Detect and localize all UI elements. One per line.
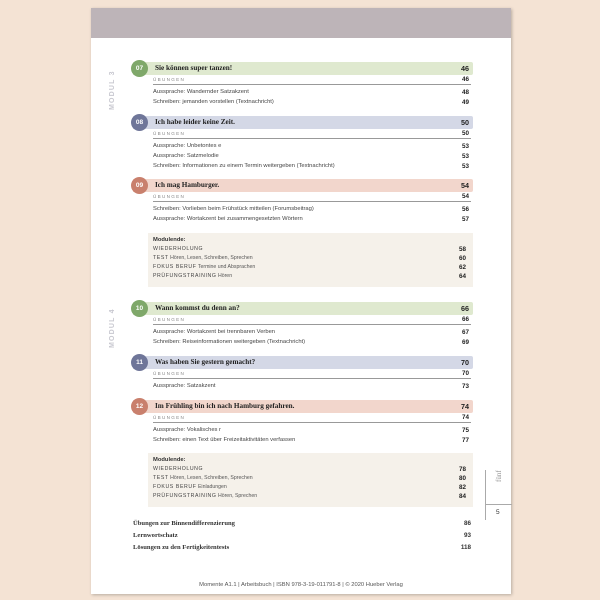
module-end-page: 60 <box>458 255 466 262</box>
module-end-page: 84 <box>458 493 466 500</box>
toc-row-page: 75 <box>461 427 469 434</box>
toc-row[interactable] <box>153 215 471 225</box>
toc-row-label: Aussprache: Wortakzent bei trennbaren Verben <box>153 329 276 335</box>
toc-row-page: 67 <box>461 329 469 336</box>
exercises-row[interactable] <box>153 369 471 379</box>
unit-title: Ich habe leider keine Zeit. <box>155 118 235 126</box>
toc-row[interactable] <box>153 436 471 446</box>
toc-row-page: 73 <box>461 383 469 390</box>
appendix-page: 118 <box>460 544 471 551</box>
toc-row-label: Aussprache: Vokalisches r <box>153 427 221 433</box>
exercises-row[interactable] <box>153 75 471 85</box>
footer-credit: Momente A1.1 | Arbeitsbuch | ISBN 978-3-19-011791-8 | © 2020 Hueber Verlag <box>199 582 403 588</box>
module-end-key: PRÜFUNGSTRAINING <box>153 273 217 279</box>
unit-heading[interactable] <box>133 179 473 192</box>
module-end-page: 64 <box>458 273 466 280</box>
exercises-label: ÜBUNGEN <box>153 194 186 199</box>
unit-heading[interactable] <box>133 62 473 75</box>
exercises-page: 50 <box>461 130 469 137</box>
module-end-heading: Modulende: <box>153 457 186 463</box>
module-end-key: FOKUS BERUF <box>153 264 197 270</box>
appendix-row[interactable] <box>133 532 473 544</box>
toc-row-page: 53 <box>461 143 469 150</box>
module-end-key: WIEDERHOLUNG <box>153 466 204 472</box>
unit-title: Sie können super tanzen! <box>155 64 233 72</box>
toc-row[interactable] <box>153 98 471 108</box>
toc-row[interactable] <box>153 338 471 348</box>
module-end-item[interactable] <box>153 493 466 501</box>
module-end-key: TEST <box>153 255 169 261</box>
unit-heading[interactable] <box>133 356 473 369</box>
toc-row[interactable] <box>153 328 471 338</box>
toc-row[interactable] <box>153 382 471 392</box>
toc-row-label: Schreiben: jemanden vorstellen (Textnachricht) <box>153 99 274 105</box>
exercises-page: 54 <box>461 193 469 200</box>
unit-page: 66 <box>461 304 469 313</box>
unit-heading[interactable] <box>133 400 473 413</box>
unit-number-badge: 11 <box>131 354 148 371</box>
appendix-label: Lösungen zu den Fertigkeitentests <box>133 544 230 551</box>
module-end-text: Termine und Absprachen <box>197 264 256 270</box>
exercises-label: ÜBUNGEN <box>153 415 186 420</box>
module-end-box <box>148 233 473 287</box>
exercises-row[interactable] <box>153 129 471 139</box>
page-number: 5 <box>496 509 500 516</box>
exercises-label: ÜBUNGEN <box>153 317 186 322</box>
unit-number-badge: 12 <box>131 398 148 415</box>
module-end-item[interactable] <box>153 484 466 492</box>
unit-number-badge: 07 <box>131 60 148 77</box>
module-end-item[interactable] <box>153 255 466 263</box>
toc-row-label: Aussprache: Wortakzent bei zusammengesetzten Wörtern <box>153 216 303 222</box>
unit-number-badge: 09 <box>131 177 148 194</box>
appendix-row[interactable] <box>133 544 473 556</box>
unit-title: Ich mag Hamburger. <box>155 181 220 189</box>
unit-title: Wann kommst du denn an? <box>155 304 240 312</box>
exercises-page: 66 <box>461 316 469 323</box>
exercises-label: ÜBUNGEN <box>153 77 186 82</box>
exercises-row[interactable] <box>153 315 471 325</box>
appendix-row[interactable] <box>133 520 473 532</box>
toc-row-page: 77 <box>461 437 469 444</box>
exercises-label: ÜBUNGEN <box>153 131 186 136</box>
toc-row-label: Schreiben: Vorlieben beim Frühstück mitteilen (Forumsbeitrag) <box>153 206 314 212</box>
toc-row-label: Aussprache: Satzakzent <box>153 383 216 389</box>
unit-number-badge: 10 <box>131 300 148 317</box>
unit-page: 50 <box>461 118 469 127</box>
exercises-page: 74 <box>461 414 469 421</box>
module-end-text: Hören, Lesen, Schreiben, Sprechen <box>170 255 253 261</box>
unit-page: 70 <box>461 358 469 367</box>
toc-row-page: 53 <box>461 163 469 170</box>
unit-heading[interactable] <box>133 302 473 315</box>
toc-page <box>91 8 511 594</box>
module-end-text: Hören <box>217 273 233 279</box>
unit-page: 46 <box>461 64 469 73</box>
exercises-page: 70 <box>461 370 469 377</box>
toc-row[interactable] <box>153 88 471 98</box>
header-bar <box>91 8 511 38</box>
unit-heading[interactable] <box>133 116 473 129</box>
module-end-key: TEST <box>153 475 169 481</box>
module-end-page: 80 <box>458 475 466 482</box>
exercises-page: 46 <box>461 76 469 83</box>
toc-row[interactable] <box>153 426 471 436</box>
toc-row[interactable] <box>153 152 471 162</box>
toc-row-page: 53 <box>461 153 469 160</box>
module-end-text: Einladungen <box>197 484 227 490</box>
toc-row-page: 57 <box>461 216 469 223</box>
module-label: MODUL 3 <box>109 70 116 110</box>
exercises-row[interactable] <box>153 192 471 202</box>
unit-page: 74 <box>461 402 469 411</box>
module-end-key: WIEDERHOLUNG <box>153 246 204 252</box>
toc-row-label: Schreiben: Reiseinformationen weitergeben (Textnachricht) <box>153 339 306 345</box>
module-end-page: 58 <box>458 246 466 253</box>
module-end-item[interactable] <box>153 475 466 483</box>
unit-number-badge: 08 <box>131 114 148 131</box>
toc-row-label: Aussprache: Satzmelodie <box>153 153 219 159</box>
unit-title: Was haben Sie gestern gemacht? <box>155 358 256 366</box>
module-end-box <box>148 453 473 507</box>
module-end-item[interactable] <box>153 466 466 474</box>
appendix-label: Übungen zur Binnendifferenzierung <box>133 520 235 527</box>
module-end-text: Hören, Sprechen <box>217 493 258 499</box>
toc-row-label: Schreiben: Informationen zu einem Termin weitergeben (Textnachricht) <box>153 163 335 169</box>
toc-row[interactable] <box>153 205 471 215</box>
module-label: MODUL 4 <box>109 308 116 348</box>
divider <box>486 504 512 505</box>
exercises-label: ÜBUNGEN <box>153 371 186 376</box>
module-end-item[interactable] <box>153 273 466 281</box>
toc-row-page: 48 <box>461 89 469 96</box>
module-end-key: PRÜFUNGSTRAINING <box>153 493 217 499</box>
unit-page: 54 <box>461 181 469 190</box>
module-end-page: 82 <box>458 484 466 491</box>
module-end-page: 78 <box>458 466 466 473</box>
module-end-item[interactable] <box>153 264 466 272</box>
module-end-heading: Modulende: <box>153 237 186 243</box>
toc-row[interactable] <box>153 142 471 152</box>
toc-row-label: Aussprache: Wandernder Satzakzent <box>153 89 249 95</box>
module-end-key: FOKUS BERUF <box>153 484 197 490</box>
toc-row-page: 49 <box>461 99 469 106</box>
module-end-page: 62 <box>458 264 466 271</box>
page-number-box <box>485 470 511 520</box>
exercises-row[interactable] <box>153 413 471 423</box>
module-end-item[interactable] <box>153 246 466 254</box>
unit-title: Im Frühling bin ich nach Hamburg gefahren. <box>155 402 295 410</box>
toc-row-label: Schreiben: einen Text über Freizeitaktivitäten verfassen <box>153 437 296 443</box>
toc-row-label: Aussprache: Unbetontes e <box>153 143 222 149</box>
toc-row-page: 56 <box>461 206 469 213</box>
module-end-text: Hören, Lesen, Schreiben, Sprechen <box>170 475 253 481</box>
appendix-page: 86 <box>463 520 471 527</box>
appendix-label: Lernwortschatz <box>133 532 178 539</box>
toc-row-page: 69 <box>461 339 469 346</box>
appendix-page: 93 <box>463 532 471 539</box>
toc-row[interactable] <box>153 162 471 172</box>
page-word: fünf <box>495 470 503 482</box>
